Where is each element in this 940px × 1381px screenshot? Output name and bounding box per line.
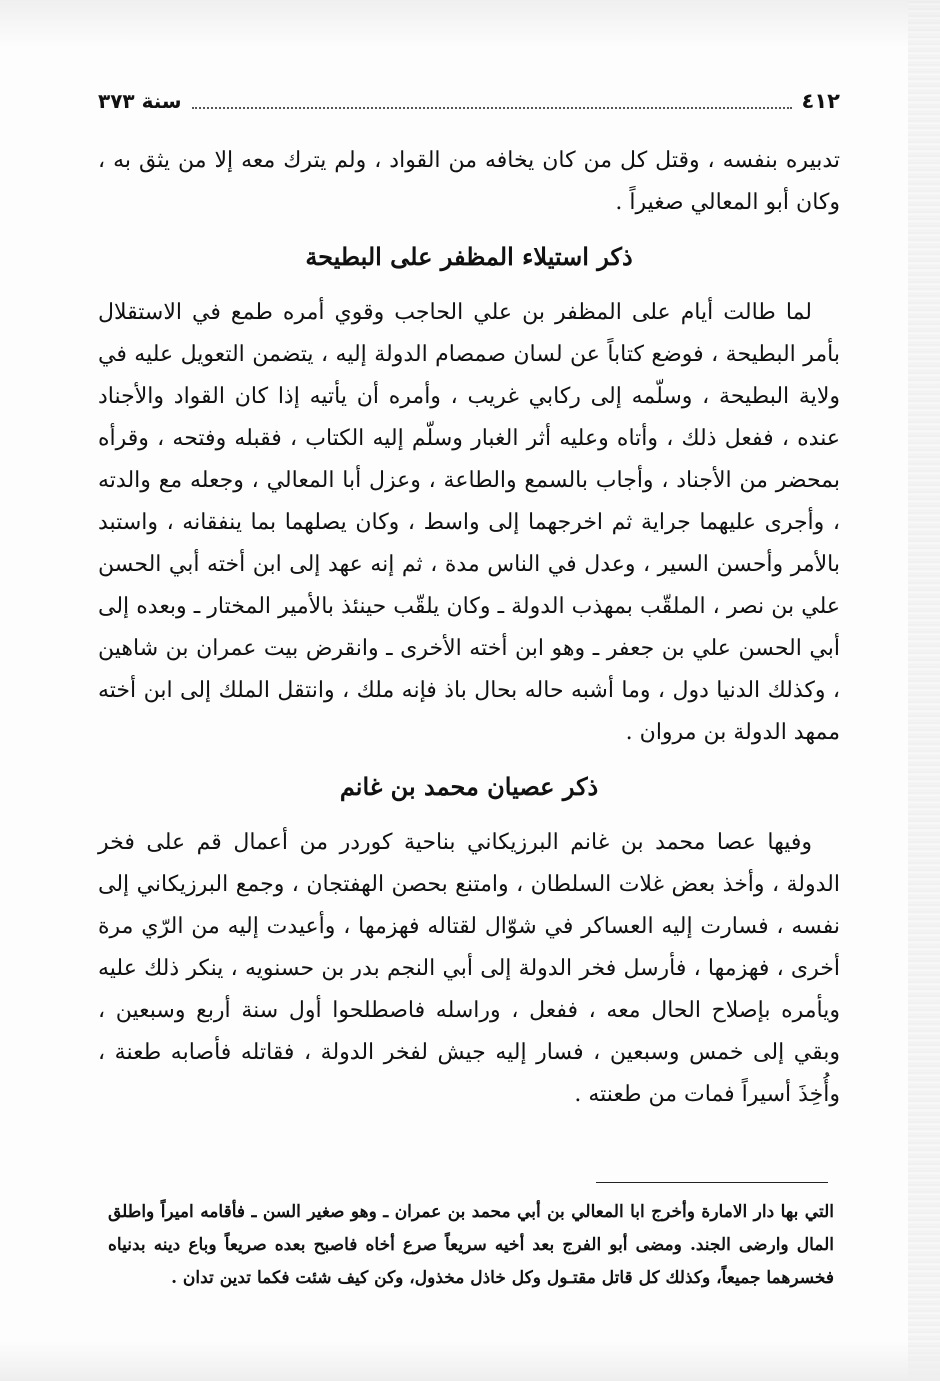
footnote: التي بها دار الامارة وأخرج ابا المعالي بن أبي محمد بن عمران ـ وهو صغير السن ـ فأقامه اميراً واطلق المال وارضى الجند. ومضى أبو الفرج بعد أخيه سريعاً صرع أخاه فاصبح بعده صريعاً وباع دينه بدنياه فخسرهما جميعاً، وكذلك كل قاتل مقتـول وكل خاذل مخذول، وكن كيف شئت فكما تدين تدان . xyxy=(108,1202,834,1288)
footnote-separator xyxy=(596,1182,828,1183)
main-text xyxy=(98,140,840,1116)
year-label: سنة ٣٧٣ xyxy=(98,89,182,113)
scan-shadow-right xyxy=(908,0,940,1381)
running-header xyxy=(98,86,840,116)
page-number: ٤١٢ xyxy=(801,89,840,113)
paragraph-continuation: تدبيره بنفسه ، وقتل كل من كان يخافه من القواد ، ولم يترك معه إلا من يثق به ، وكان أبو المعالي صغيراً . xyxy=(98,148,840,215)
scan-shadow-bottom xyxy=(0,1341,940,1381)
scan-shadow-top xyxy=(0,0,940,48)
section-title-ghanim: ذكر عصيان محمد بن غانم xyxy=(339,772,599,801)
paragraph-ghanim: وفيها عصا محمد بن غانم البرزيكاني بناحية كوردر من أعمال قم على فخر الدولة ، وأخذ بعض غلات السلطان ، وامتنع بحصن الهفتجان ، وجمع البرزيكاني إلى نفسه ، فسارت إليه العساكر في شوّال لقتاله فهزمها ، وأعيدت إليه من الرّي مرة أخرى ، فهزمها ، فأرسل فخر الدولة إلى أبي النجم بدر بن حسنويه ، ينكر ذلك عليه ويأمره بإصلاح الحال معه ، ففعل ، وراسله فاصطلحوا أول سنة أربع وسبعين ، وبقي إلى خمس وسبعين ، فسار إليه جيش لفخر الدولة ، فقاتله فأصابه طعنة ، وأُخِذَ أسيراً فمات من طعنته . xyxy=(98,830,840,1107)
paragraph-muzaffar: لما طالت أيام على المظفر بن علي الحاجب وقوي أمره طمع في الاستقلال بأمر البطيحة ، فوضع كتاباً عن لسان صمصام الدولة إليه ، يتضمن التعويل عليه في ولاية البطيحة ، وسلّمه إلى ركابي غريب ، وأمره أن يأتيه إذا كان القواد والأجناد عنده ، ففعل ذلك ، وأتاه وعليه أثر الغبار وسلّم إليه الكتاب ، فقبله وفتحه ، وقرأه بمحضر من الأجناد ، وأجاب بالسمع والطاعة ، وعزل أبا المعالي ، وجعله مع والدته ، وأجرى عليهما جراية ثم اخرجهما إلى واسط ، وكان يصلهما بما ينفقانه ، واستبد بالأمر وأحسن السير ، وعدل في الناس مدة ، ثم إنه عهد إلى ابن أخته أبي الحسن علي بن نصر ، الملقّب بمهذب الدولة ـ وكان يلقّب حينئذ بالأمير المختار ـ وبعده إلى أبي الحسن علي بن جعفر ـ وهو ابن أخته الأخرى ـ وانقرض بيت عمران بن شاهين ، وكذلك الدنيا دول ، وما أشبه حاله بحال باذ فإنه ملك ، وانتقل الملك إلى ابن أخته ممهد الدولة بن مروان . xyxy=(98,300,840,745)
header-dotted-leader xyxy=(192,93,792,109)
section-title-muzaffar: ذكر استيلاء المظفر على البطيحة xyxy=(305,242,633,271)
